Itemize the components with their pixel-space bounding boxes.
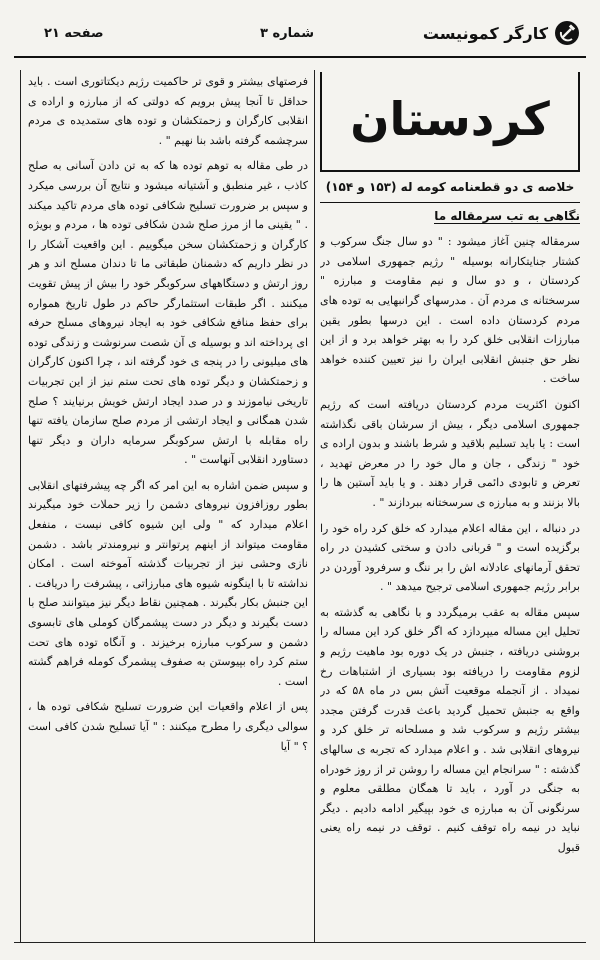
left-paragraph: فرصتهای بیشتر و قوی تر حاکمیت رژیم دیکتاتوری است . باید حداقل تا آنجا پیش برویم که دولتی که از مبارزه و اراده ی انقلابی کارگران و زحمتکشان و توده های ستمدیده ی مردم سرچشمه گرفته باشد بنا نهیم " . — [28, 75, 308, 147]
masthead — [423, 20, 580, 46]
right-paragraph: اکنون اکثریت مردم کردستان دریافته است که رژیم جمهوری اسلامی دیگر ، بیش از سرشان باقی نگذاشته است : یا باید تسلیم بلاقید و شرط باشند و بدون اراده ی خود " زندگی ، جان و مال خود را در معرض تهدید ، تعرض و تابودی دائمی قرار دهند . و یا باید آستین ها را بالا بزنند و به مبارزه ی سرسختانه ببردازند " . — [320, 397, 580, 509]
left-paragraph: در طی مقاله به توهم توده ها که به تن دادن آسانی به صلح کاذب ، غیر منطبق و آشتیانه میشود و نتایج آن بررسی میکرد و سپس بر ضرورت تسلیح شکافی توده های مردم تاکید میکند . " یقینی ما از مرز صلح شدن شکافی توده ها ، مردم و بویژه کارگران و زحمتکشان سخن میگوییم . این واقعیت آشکار را در نظر داریم که دشمنان طبقاتی ما تا دندان مسلح اند و هر روز ارتش و دستگاههای سرکوبگر خود را بیش از پیش تقویت میکنند . اگر طبقات استثمارگر حاکم در طول تاریخ همواره برای حفظ منافع شکافی خود به ایجاد نیروهای مسلح حرفه ای پرداخته اند و بوسیله ی آن شصت سرنوشت و زندگی توده های میلیونی را در پنجه ی خود گرفته اند ، چرا اکنون کارگران و زحمتکشان و دیگر توده های تحت ستم نیز از این تجربیات تاریخی نیاموزند و در صدد ایجاد ارتش خویش برنیایند ؟ صلح شدن همگانی و ایجاد ارتشی از مردم صلح سازمان یافته تنها راه مقابله با ارتش سرکوبگر سرمایه داران و دیگر تنها دستاورد انقلابی آنهاست " . — [28, 159, 308, 467]
left-paragraph: پس از اعلام واقعیات این ضرورت تسلیح شکافی توده ها ، سوالی دیگری را مطرح میکنند : " آیا تسلیح شدن کافی است ؟ " آیا — [28, 700, 308, 753]
left-column — [28, 72, 308, 942]
article-subtitle: خلاصه ی دو قطعنامه کومه له (۱۵۳ و ۱۵۴) — [320, 178, 580, 203]
right-paragraph: در دنباله ، این مقاله اعلام میدارد که خلق کرد راه خود را برگزیده است و " قربانی دادن و سختی کشیدن در راه تحقق آرمانهای عادلانه اش را بر ننگ و سرفرود آوردن در برابر رژیم جمهوری اسلامی ترجیح میدهد " . — [320, 521, 580, 594]
page-header — [14, 14, 586, 58]
column-divider — [314, 70, 315, 942]
bottom-rule — [14, 942, 586, 943]
byline-text: نگاهی به تب سرمقاله ما — [434, 208, 580, 223]
hammer-sickle-icon — [554, 20, 580, 46]
left-paragraph: و سپس ضمن اشاره به این امر که اگر چه پیشرفتهای انقلابی بطور روزافزون نیروهای دشمن را زیر حملات خود میگیرند اعلام میدارد که " ولی این شیوه کافی نیست ، منفعل مقاومت میتواند از اینهم پرتوانتر و نیرومندتر باشد . دشمن نازی وحشی نیز از تجربیات گذشته آموخته است . امکان نداشته تا با اینگونه شیوه های مبارزاتی ، پیشرفت را دریافت . این جنبش بکار بگیرند . همچنین نقاط دیگر نیز میتوانند صلح با دست بگیرند و دیگر در دست پیشمرگان کوملی های تابسوی دشمن و سرکوب مبارزه برخیزند . و آنگاه توده های تحت ستم کرد راه بپیوستن به صفوف پیشمرگ کومله فراهم گشته است . — [28, 478, 308, 688]
article-title: کردستان — [350, 92, 550, 147]
title-box — [320, 72, 580, 172]
article-byline — [320, 207, 580, 227]
right-paragraph: سرمقاله چنین آغاز میشود : " دو سال جنگ سرکوب و کشتار جنایتکارانه بوسیله " رژیم جمهوری اسلامی در کردستان ، و دو سال و نیم مقاومت و مبارزه " سرسختانه ی مردم آن . مدرسهای گرانبهایی به توده های مردم کردستان داده است . این درسها بطور یقین مبارزات انقلابی خلق کرد را به بهتر خواهد برد و از این نظر حق جنبش انقلابی ایران را نیز تعیین کننده خواهد ساخت . — [320, 235, 580, 386]
issue-number: شماره ۳ — [260, 26, 315, 41]
right-paragraph: سپس مقاله به عقب برمیگردد و با نگاهی به گذشته به تحلیل این مساله میپردازد که اگر خلق کرد این مساله را بروشنی دریافته ، جنبش در یک دوره بود ماهیت رژیم و لزوم مقاومت را دریافته بود بسیاری از اشتباهات رخ نمیداد . از آنجمله موقعیت آتش بس در ماه ۵۸ که در واقع به جنبش تحمیل گردید باعث قدرت گرفتن مجدد بیشتر رژیم و سرکوب شد و مسلحانه تر خلق کرد و نیروهای انقلابی شد . و اعلام میدارد که تجربه ی سالهای گذشته : " سرانجام این مساله را روشن تر از روز خودراه به جنگی در آورد ، باید تا همگان مطلقی معلوم و سرنگونی آن به مبارزه ی خود بپیگیر ادامه دادیم . دیگر نباید در نیمه راه توقف کنیم . توقف در نیمه راه یعنی قبول — [320, 605, 580, 854]
masthead-title: کارگر کمونیست — [422, 23, 548, 43]
page-number: صفحه ۲۱ — [44, 26, 104, 41]
left-frame-rule — [20, 70, 21, 942]
right-column — [320, 72, 580, 942]
newspaper-page — [14, 14, 586, 944]
